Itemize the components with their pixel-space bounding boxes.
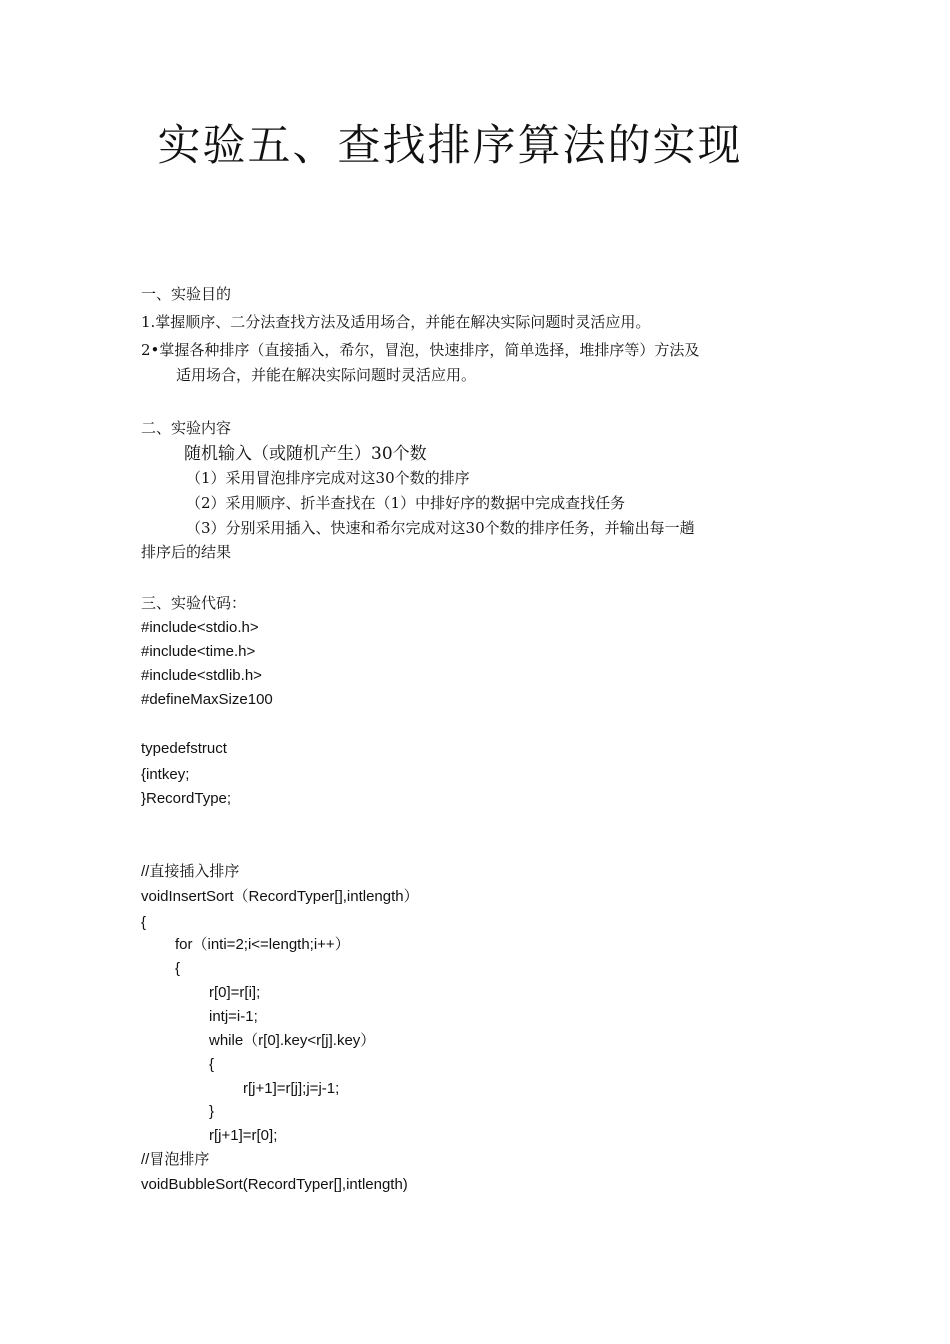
code-line: voidInsertSort（RecordTyper[],intlength） [141, 888, 419, 905]
code-line: } [209, 1103, 215, 1120]
code-line: #defineMaxSize100 [141, 691, 273, 708]
code-line: #include<stdio.h> [141, 619, 259, 636]
code-comment: //直接插入排序 [141, 863, 240, 880]
section1-heading: 一、实验目的 [141, 285, 232, 303]
objective-item-2-continued: 适用场合，并能在解决实际问题时灵活应用。 [176, 366, 477, 384]
code-line: #include<stdlib.h> [141, 667, 262, 684]
content-task-3-continued: 排序后的结果 [141, 543, 232, 561]
section3-heading: 三、实验代码： [141, 594, 247, 612]
code-line: for（inti=2;i<=length;i++） [175, 936, 350, 953]
code-line: voidBubbleSort(RecordTyper[],intlength) [141, 1176, 408, 1193]
code-line: { [175, 960, 181, 977]
code-line: {intkey; [141, 766, 190, 783]
code-line: { [209, 1056, 215, 1073]
code-comment: //冒泡排序 [141, 1151, 210, 1168]
code-line: while（r[0].key<r[j].key） [209, 1032, 376, 1049]
code-line: typedefstruct [141, 740, 227, 757]
section2-heading: 二、实验内容 [141, 419, 232, 437]
objective-item-1: 1.掌握顺序、二分法查找方法及适用场合，并能在解决实际问题时灵活应用。 [141, 313, 651, 331]
page-title: 实验五、查找排序算法的实现 [157, 121, 743, 171]
content-intro: 随机输入（或随机产生）30个数 [184, 444, 427, 464]
code-line: r[j+1]=r[0]; [209, 1127, 278, 1144]
code-line: r[j+1]=r[j];j=j-1; [243, 1080, 340, 1097]
code-line: r[0]=r[i]; [209, 984, 261, 1001]
code-line: intj=i-1; [209, 1008, 258, 1025]
code-line: { [141, 914, 147, 931]
code-line: }RecordType; [141, 790, 232, 807]
content-task-3: （3）分别采用插入、快速和希尔完成对这30个数的排序任务，并输出每一趟 [186, 519, 695, 537]
objective-item-2: 2•掌握各种排序（直接插入，希尔，冒泡，快速排序，简单选择，堆排序等）方法及 [141, 341, 700, 359]
code-line: #include<time.h> [141, 643, 256, 660]
content-task-2: （2）采用顺序、折半查找在（1）中排好序的数据中完成查找任务 [186, 494, 626, 512]
content-task-1: （1）采用冒泡排序完成对这30个数的排序 [186, 469, 470, 487]
